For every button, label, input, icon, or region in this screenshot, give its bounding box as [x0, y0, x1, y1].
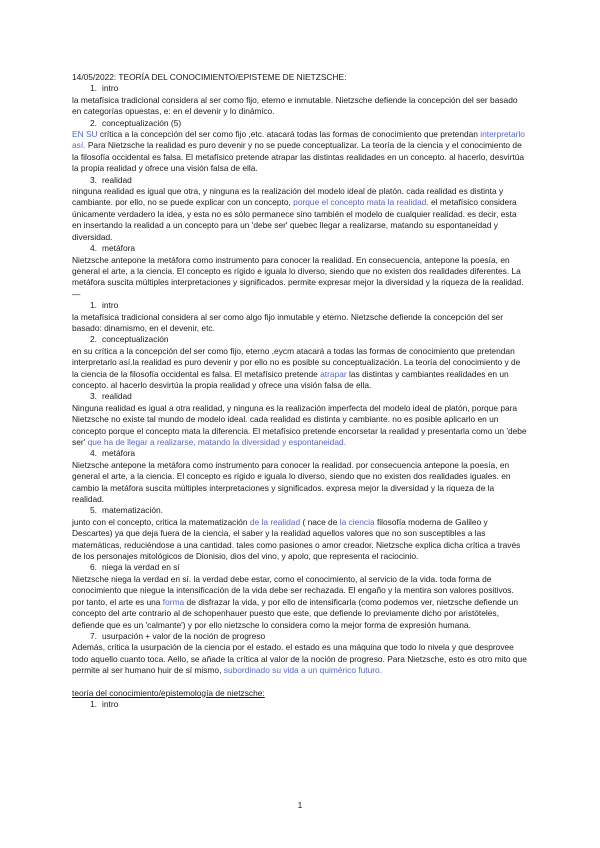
heading-verdad: 6. niega la verdad en sí [90, 562, 180, 573]
document-title: 14/05/2022: TEORÍA DEL CONOCIMIENTO/EPISTEME DE NIETZSCHE: [72, 72, 347, 82]
highlighted-text: interpretarlo así. [72, 129, 525, 151]
heading-realidad: 3. realidad [90, 174, 132, 185]
highlighted-text: de la realidad [249, 516, 301, 527]
heading-metafora: 4. metáfora [90, 448, 136, 459]
paragraph: junto con el concepto, critica la matematización de la realidad ( nace de la ciencia filosofía moderna de Galileo y Descartes) ya que deja fuera de la ciencia, el saber y la realidad aquellos valores que no son susceptibles a las matemáticas, reduciéndose a una cantidad. tales como pasiones o amor creador. Nietzsche explica dicha crítica a través de los personajes mitológicos de Dionisio, dios del vino, y apolo, que representa el raciocinio. [72, 516, 521, 562]
heading-intro: 1. intro [90, 300, 119, 311]
paragraph: la metafísica tradicional considera al ser como algo fijo inmutable y eterno. Nietzsche defiende la concepción del ser basado: dinamismo, en el devenir, etc. [72, 311, 504, 333]
paragraph: la metafísica tradicional considera al ser como fijo, eterno e inmutable. Nietzsche defiende la concepción del ser basado en categorías opuestas, e: en el devenir y lo dinámico. [72, 94, 518, 117]
paragraph: Nietzsche antepone la metáfora como instrumento para conocer la realidad. En consecuencia, antepone la poesía, en general el arte, a la ciencia. El concepto es rígido e iguala lo diverso, siendo que no existen dos realidades diferentes. La metáfora suscita múltiples interpretaciones y significados. permite expresar mejor la diversidad y la riqueza de la realidad. [72, 254, 524, 288]
section-title: teoría del conocimiento/epistemología de nietzsche: [72, 687, 265, 698]
spacer [72, 677, 528, 688]
heading-realidad: 3. realidad [90, 391, 132, 402]
heading-intro: 1. intro [90, 83, 119, 94]
document-body [72, 72, 528, 710]
separator: — [72, 288, 81, 299]
highlighted-text: forma [162, 596, 185, 607]
heading-intro: 1. intro [90, 698, 119, 709]
heading-usurpacion: 7. usurpación + valor de la noción de progreso [90, 630, 266, 641]
paragraph: ninguna realidad es igual que otra, y ninguna es la realización del modelo ideal de platón. cada realidad es distinta y cambiante. por ello, no se puede explicar con un concepto, porque el concepto mata la realidad. el metafísico considera únicamente verdadero la idea, y esta no es sólo permanece sino también el modelo de cualquier realidad. es decir, esta en insertando la realidad a un concepto para un 'debe ser' quebec llegar a realizarse, matando su espontaneidad y diversidad. [72, 186, 517, 242]
highlighted-text: la ciencia [339, 516, 375, 527]
paragraph: Además, critica la usurpación de la ciencia por el estado. el estado es una máquina que todo lo nivela y que desprovee todo aquello cuanto toca. Aello, se añade la crítica al valor de la noción de progreso. Para Nietzsche, esto es otro mito que permite al ser humano huir de sí mismo, subordinado su vida a un quimérico futuro. [72, 642, 527, 676]
highlighted-text: porque el concepto mata la realidad. [293, 197, 429, 208]
paragraph: Ninguna realidad es igual a otra realidad, y ninguna es la realización imperfecta del modelo ideal de platón, porque para Nietzsche no existe tal mundo de modelo ideal. cada realidad es distinta y cambiante. no es posible aplicarlo en un concepto porque el concepto mata la diferencia. El metafísico pretende encorsetar la realidad y presentarla como un 'debe ser' que ha de llegar a realizarse, matando la diversidad y espontaneidad. [72, 402, 527, 447]
paragraph: Nietzsche niega la verdad en sí. la verdad debe estar, como el conocimiento, al servicio de la vida. toda forma de conocimiento que niegue la intensificación de la vida debe ser rechazada. El engaño y la mentira son valores positivos. por tanto, el arte es una forma de disfrazar la vida, y por ello de intensificarla (como podemos ver, nietzsche defiende un concepto del arte contrario al de schopenhauer puesto que este, que defiende lo previamente dicho por aristóteles, defiende que es un 'calmante') y por ello nietzsche lo considera como la mejor forma de expresión humana. [72, 573, 519, 630]
highlighted-text: que ha de llegar a realizarse, matando la diversidad y espontaneidad. [87, 437, 346, 447]
heading-conceptualizacion: 2. conceptualización (5) [90, 117, 182, 128]
paragraph: Nietzsche antepone la metáfora como instrumento para conocer la realidad. por consecuencia antepone la poesía, en general el arte, a la ciencia. El concepto es rígido e iguala lo diverso, siendo que no existen dos realidades iguales. en cambio la metáfora suscita múltiples interpretaciones y significados. expresa mejor la diversidad y la riqueza de la realidad. [72, 459, 511, 505]
highlighted-text: EN SU [72, 129, 98, 140]
page-number: 1 [297, 800, 303, 810]
heading-matematizacion: 5. matematización. [90, 505, 163, 516]
paragraph: en su crítica a la concepción del ser como fijo, eterno ,eycm atacará a todas las formas de conocimiento que pretendan interpretarlo así.la realidad es puro devenir y por ello no es posible su conceptualización. La teoría del conocimiento y de la ciencia de la filosofía occidental es falsa. El metafísico pretende atrapar las distintas y cambiantes realidades en un concepto. al hacerlo desvirtúa la propia realidad y ofrece una visión falsa de ella. [72, 345, 521, 390]
paragraph: EN SU crítica a la concepción del ser como fijo ,etc. atacará todas las formas de conocimiento que pretendan interpretarlo así. Para Nietzsche la realidad es puro devenir y no se puede conceptualizar. La teoría de la ciencia y el conocimiento de la filosofía occidental es falsa. El metafísico pretende atrapar las distintas realidades en un concepto. al hacerlo, desvirtúa la propia realidad y ofrece una visión falsa de ella. [72, 129, 525, 174]
highlighted-text: atrapar [320, 368, 347, 379]
heading-conceptualizacion: 2. conceptualización [90, 334, 169, 345]
highlighted-text: subordinado su vida a un quimérico futuro. [223, 665, 383, 676]
heading-metafora: 4. metáfora [90, 243, 136, 254]
